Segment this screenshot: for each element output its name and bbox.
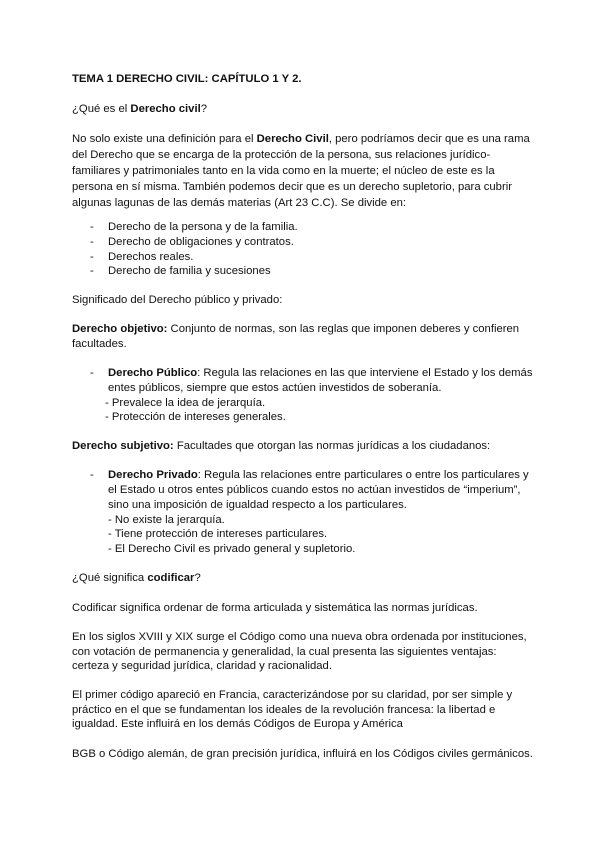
text: Facultades que otorgan las normas jurídicas a los ciudadanos:	[173, 440, 491, 452]
list-item-continuation: el Estado u otros entes públicos cuando estos no actúan investidos de “imperium”,	[108, 484, 521, 496]
text: No solo existe una definición para el	[72, 133, 257, 145]
list-item-continuation: entes públicos, siempre que estos actúen investidos de soberanía.	[108, 382, 442, 394]
list-bullet: -	[90, 469, 94, 481]
sub-item: - No existe la jerarquía.	[108, 514, 225, 526]
list-item: Derecho de la persona y de la familia.	[108, 221, 298, 233]
list-item: Derechos reales.	[108, 251, 194, 263]
paragraph-line: El primer código apareció en Francia, caracterizándose por su claridad, por ser simple y	[72, 689, 513, 701]
paragraph-line: algunas lagunas de las demás materias (Art 23 C.C). Se divide en:	[72, 197, 407, 209]
paragraph-line	[72, 132, 530, 146]
question-codificar	[72, 571, 201, 585]
list-item: Derecho de familia y sucesiones	[108, 265, 271, 277]
list-bullet: -	[90, 221, 94, 233]
list-bullet: -	[90, 367, 94, 379]
paragraph-line: práctico en el que se fundamentan los ideales de la revolución francesa: la libertad e	[72, 704, 496, 716]
text: Conjunto de normas, son las reglas que imponen deberes y confieren	[167, 323, 520, 335]
sub-item: - Prevalece la idea de jerarquía.	[105, 397, 266, 409]
paragraph-line: certeza y seguridad jurídica, claridad y racionalidad.	[72, 660, 332, 672]
section-heading: Significado del Derecho público y privado:	[72, 294, 283, 306]
list-bullet: -	[90, 236, 94, 248]
list-bullet: -	[90, 251, 94, 263]
paragraph-line: En los siglos XVIII y XIX surge el Código como una nueva obra ordenada por instituciones,	[72, 631, 527, 643]
question-bold-term: codificar	[147, 572, 195, 584]
paragraph-line: con votación de permanencia y generalidad, la cual presenta las siguientes ventajas:	[72, 646, 497, 658]
document-title: TEMA 1 DERECHO CIVIL: CAPÍTULO 1 Y 2.	[72, 73, 302, 85]
bold-term: Derecho objetivo:	[72, 323, 168, 335]
paragraph-line: persona en sí misma. También podemos decir que es un derecho supletorio, para cubrir	[72, 181, 512, 193]
text: , pero podríamos decir que es una rama	[328, 133, 530, 145]
list-item	[108, 468, 529, 482]
sub-item: - Tiene protección de intereses particulares.	[108, 528, 328, 540]
question-derecho-civil	[72, 102, 207, 116]
bold-term: Derecho subjetivo:	[72, 440, 174, 452]
paragraph-line: BGB o Código alemán, de gran precisión jurídica, influirá en los Códigos civiles germánicos.	[72, 748, 533, 760]
paragraph-line: igualdad. Este influirá en los demás Códigos de Europa y América	[72, 718, 403, 730]
list-item-continuation: sino una imposición de igualdad respecto a los particulares.	[108, 499, 407, 511]
paragraph-line	[72, 322, 519, 336]
question-mark: ?	[200, 103, 208, 115]
list-item	[108, 366, 532, 380]
list-item: Derecho de obligaciones y contratos.	[108, 236, 294, 248]
question-bold-term: Derecho civil	[130, 103, 201, 115]
sub-item: - El Derecho Civil es privado general y supletorio.	[108, 543, 356, 555]
bold-term: Derecho Público	[108, 367, 198, 379]
text: : Regula las relaciones en las que interviene el Estado y los demás	[197, 367, 533, 379]
bold-term: Derecho Privado	[108, 469, 198, 481]
paragraph-line: facultades.	[72, 338, 127, 350]
paragraph-line	[72, 439, 490, 453]
question-text: ¿Qué es el	[72, 103, 131, 115]
question-text: ¿Qué significa	[72, 572, 148, 584]
paragraph-line: familiares y patrimoniales tanto en la vida como en la muerte; el núcleo de este es la	[72, 165, 495, 177]
paragraph-line: Codificar significa ordenar de forma articulada y sistemática las normas jurídicas.	[72, 602, 478, 614]
list-bullet: -	[90, 265, 94, 277]
sub-item: - Protección de intereses generales.	[105, 411, 286, 423]
bold-term: Derecho Civil	[256, 133, 329, 145]
paragraph-line: del Derecho que se encarga de la protección de la persona, sus relaciones jurídico-	[72, 149, 491, 161]
text: : Regula las relaciones entre particulares o entre los particulares y	[197, 469, 529, 481]
question-mark: ?	[194, 572, 201, 584]
